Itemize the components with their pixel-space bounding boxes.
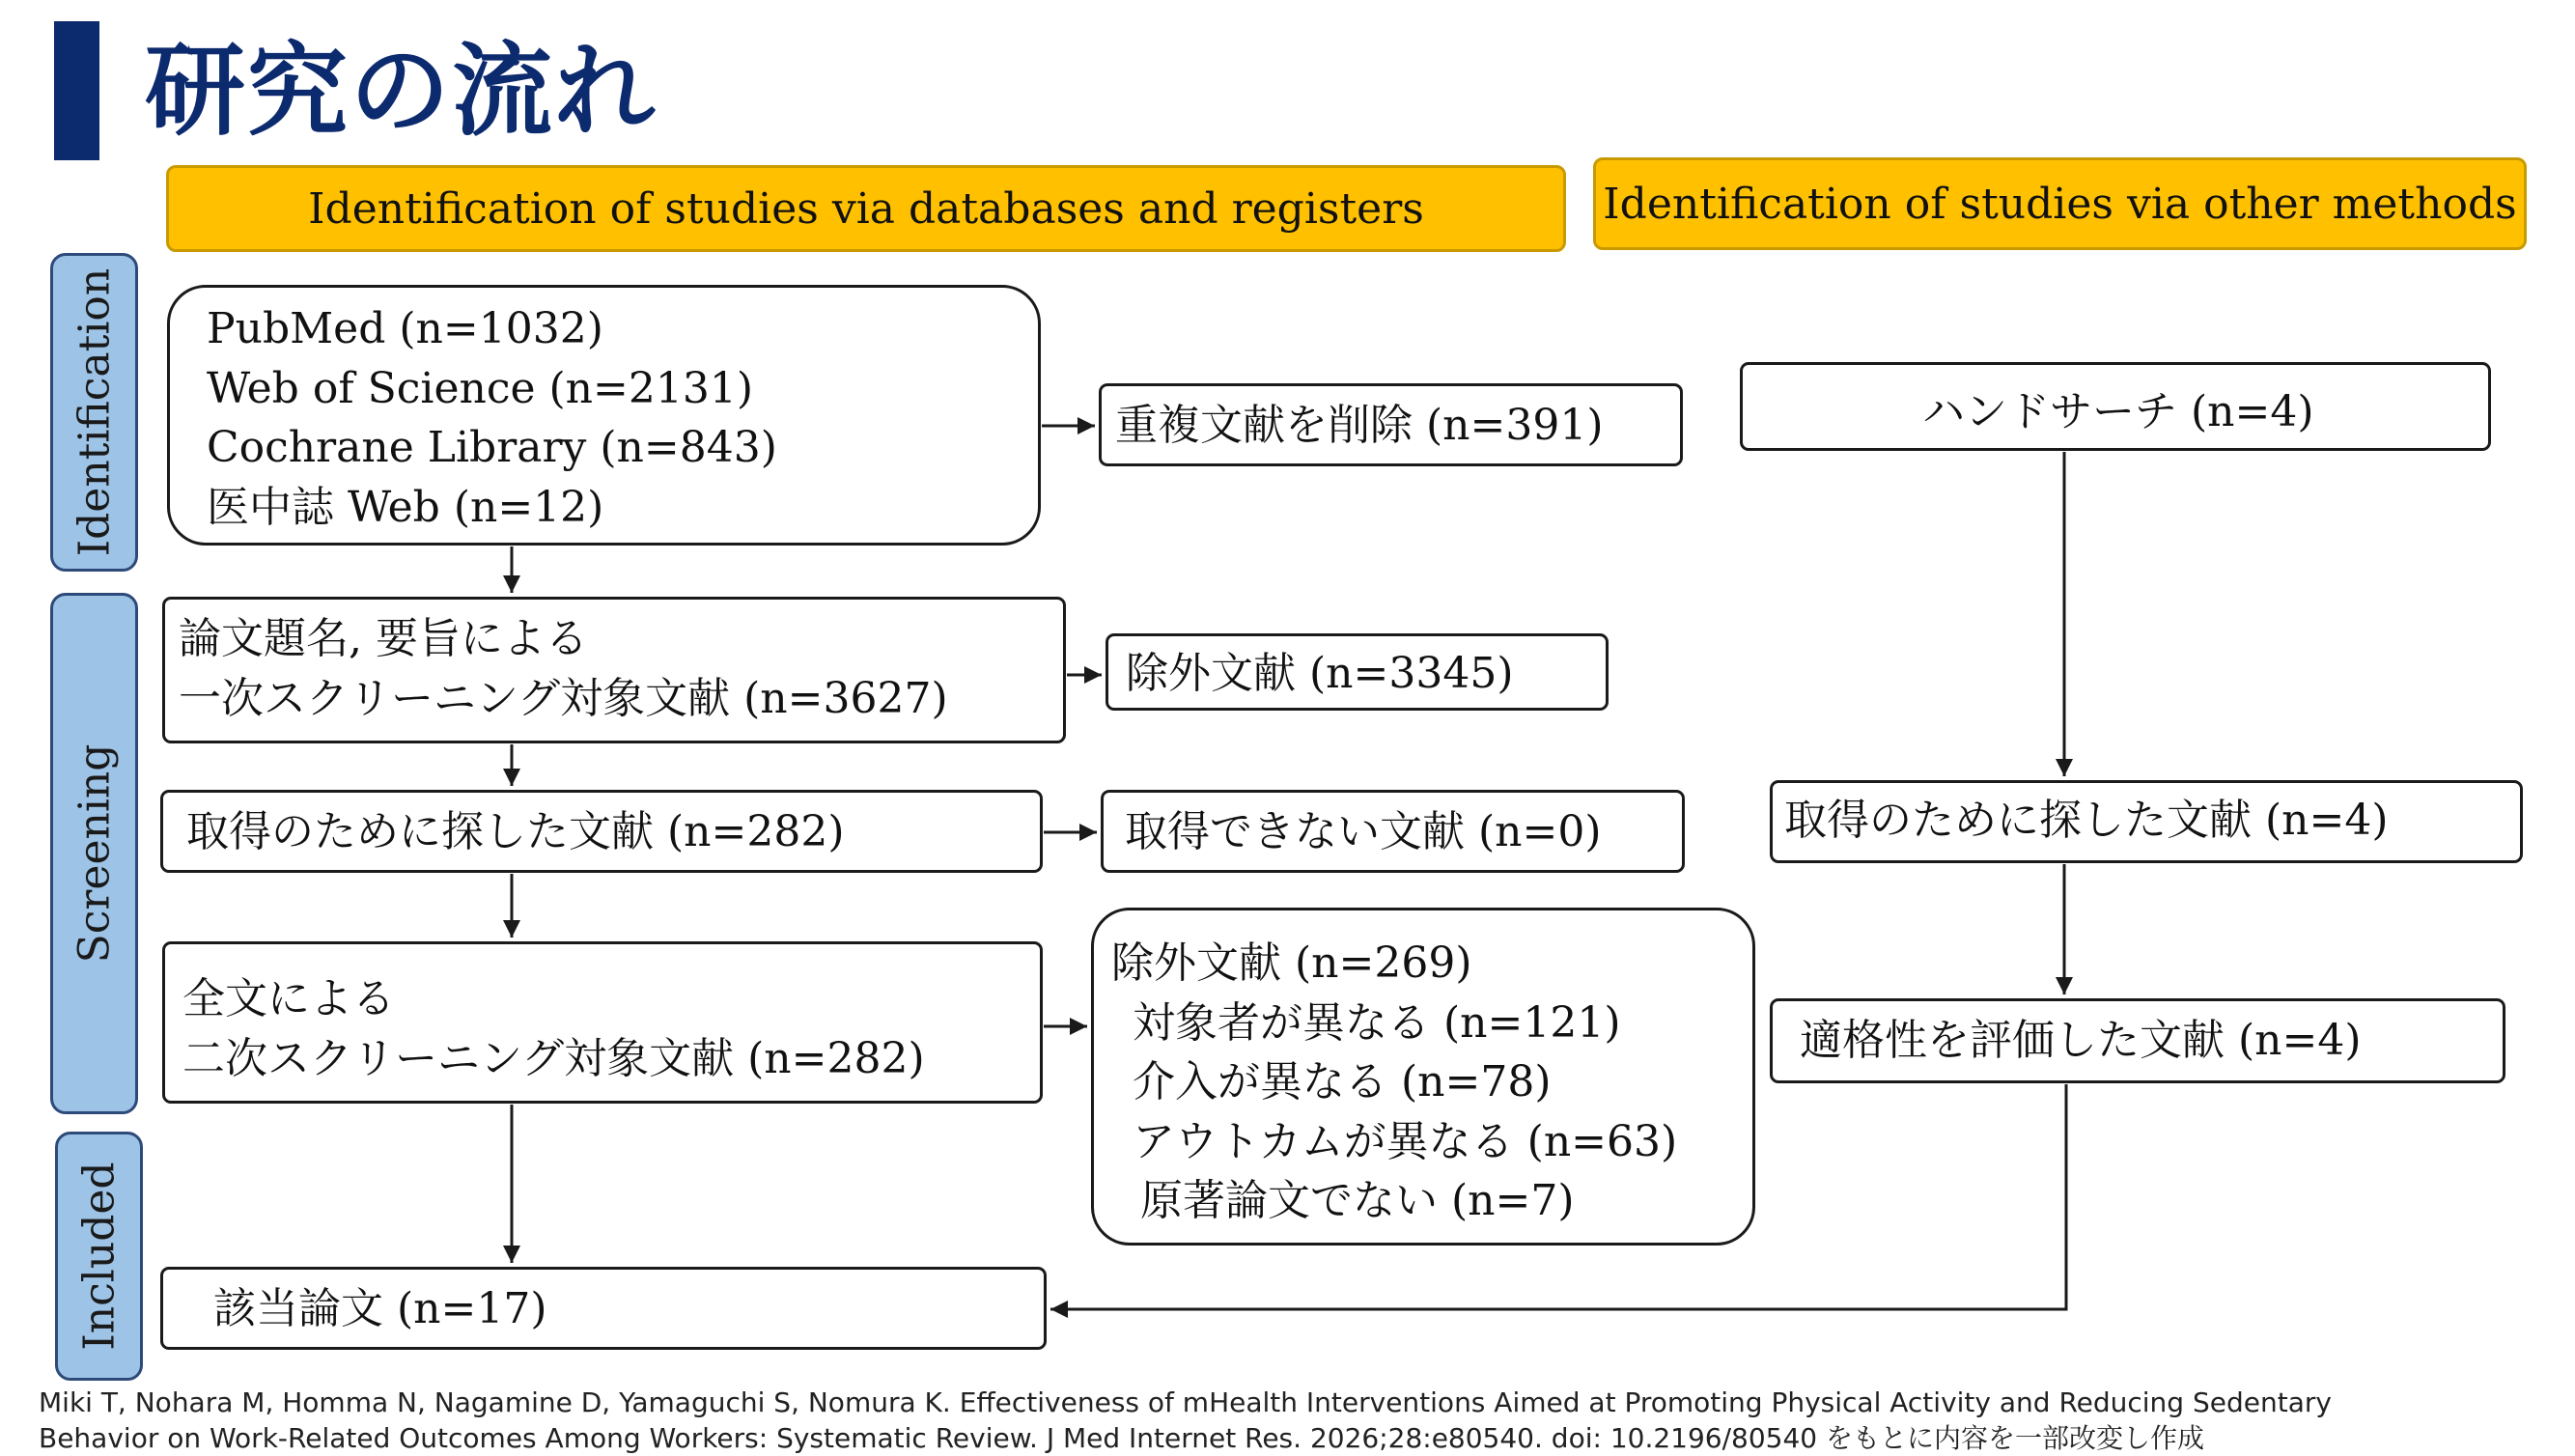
citation-line1: Miki T, Nohara M, Homma N, Nagamine D, Yamaguchi S, Nomura K. Effectiveness of mHealth Interventions Aimed at Promoting Physical Activity and Reducing Sedentary [39, 1386, 2332, 1418]
other-sought-for-retrieval-text: 取得のために探した文献 (n=4) [1784, 796, 2389, 845]
second-screening-line1: 全文による [182, 974, 395, 1023]
source-pubmed: PubMed (n=1032) [207, 304, 603, 353]
phase-screening-label: Screening [70, 743, 119, 964]
page-title: 研究の流れ [145, 32, 658, 150]
header-other-methods: Identification of studies via other methods [1593, 157, 2527, 250]
source-cochrane: Cochrane Library (n=843) [207, 423, 777, 473]
arrow-eligibility-to-included [1050, 1084, 2066, 1309]
sought-for-retrieval-text: 取得のために探した文献 (n=282) [186, 807, 845, 856]
excluded-first-text: 除外文献 (n=3345) [1126, 649, 1514, 698]
excluded-second-total: 除外文献 (n=269) [1111, 938, 1472, 988]
excluded-reason-intervention: 介入が異なる (n=78) [1133, 1057, 1552, 1107]
hand-search-text: ハンドサーチ (n=4) [1922, 387, 2314, 436]
phase-identification-label: Identification [70, 267, 119, 557]
excluded-reason-outcome: アウトカムが異なる (n=63) [1133, 1116, 1678, 1166]
header-databases: Identification of studies via databases and registers [166, 165, 1566, 252]
second-screening-line2: 二次スクリーニング対象文献 (n=282) [182, 1033, 925, 1083]
excluded-reason-population: 対象者が異なる (n=121) [1133, 997, 1621, 1048]
citation [39, 1385, 2332, 1456]
source-web-of-science: Web of Science (n=2131) [207, 363, 754, 413]
not-retrieved-text: 取得できない文献 (n=0) [1125, 807, 1602, 856]
eligibility-assessed-text: 適格性を評価した文献 (n=4) [1800, 1016, 2362, 1065]
first-screening-line2: 一次スクリーニング対象文献 (n=3627) [179, 673, 948, 723]
excluded-reason-not-original: 原著論文でない (n=7) [1140, 1176, 1575, 1226]
phase-included-label: Included [74, 1162, 124, 1351]
duplicates-removed-text: 重複文献を削除 (n=391) [1115, 401, 1604, 450]
first-screening-line1: 論文題名, 要旨による [179, 614, 588, 663]
citation-line2: Behavior on Work-Related Outcomes Among Workers: Systematic Review. J Med Internet Res. 2026;28:e80540. doi: 10.2196/80540 をもとに内容を一部改変し作成 [39, 1422, 2205, 1454]
included-studies-text: 該当論文 (n=17) [213, 1284, 547, 1333]
source-ichushi: 医中誌 Web (n=12) [207, 482, 604, 532]
